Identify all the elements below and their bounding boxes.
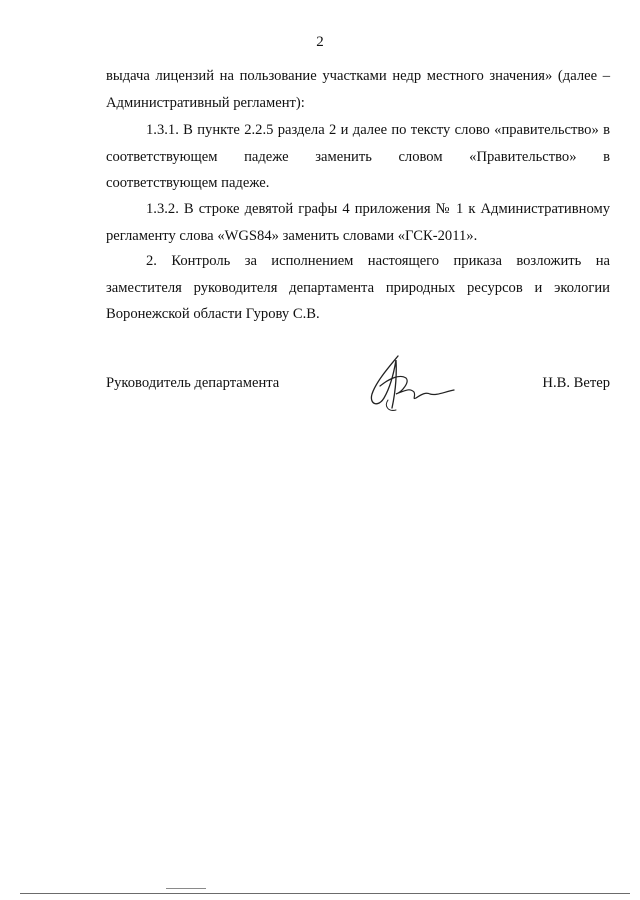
signatory-name: Н.В. Ветер: [542, 375, 610, 391]
paragraph-1-3-1: 1.3.1. В пункте 2.2.5 раздела 2 и далее по тексту слово «правительство» в соответствующем падеже заменить словом «Правительство» в соответствующем падеже.: [106, 122, 610, 191]
paragraph-control-clause: 2. Контроль за исполнением настоящего приказа возложить на заместителя руководителя департамента природных ресурсов и экологии Воронежской области Гурову С.В.: [106, 253, 610, 322]
paragraph-1-3-2: 1.3.2. В строке девятой графы 4 приложения № 1 к Административному регламенту слова «WGS84» заменить словами «ГСК-2011».: [106, 201, 610, 244]
scan-artifact: [166, 888, 206, 889]
paragraph-intro-continuation: выдача лицензий на пользование участками недр местного значения» (далее – Административный регламент):: [106, 68, 610, 111]
signature-block: [106, 372, 610, 412]
signatory-position: Руководитель департамента: [106, 375, 280, 391]
handwritten-signature: [358, 348, 458, 418]
page-number: 2: [316, 34, 324, 50]
scan-edge-line: [20, 893, 630, 894]
